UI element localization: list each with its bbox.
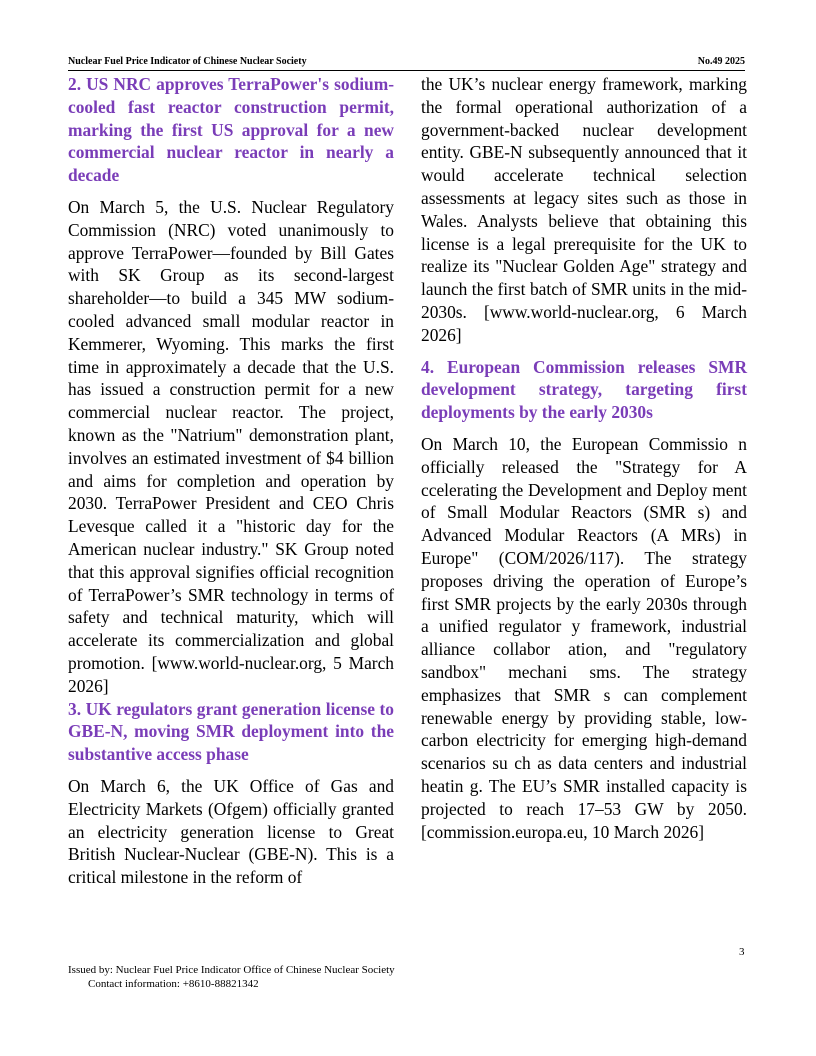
page-header [68,56,745,70]
page-footer [68,963,395,991]
article-4-body: On March 10, the European Commissio n officially released the "Strategy for A ccelerating the Development and Deploy ment of Small Modular Reactors (SMR s) and Advanced Modular Reactors (A MRs) in Europe" (COM/2026/117). The strategy proposes driving the operation of Europe’s first SMR projects by the early 2030s through a unified regulator y framework, industrial alliance collabor ation, and "regulatory sandbox" mechani sms. The strategy emphasizes that SMR s can complement renewable energy by providing stable, low-carbon electricity for emerging high-demand scenarios su ch as data centers and industrial heatin g. The EU’s SMR installed capacity is projected to reach 17–53 GW by 2050. [commission.europa.eu, 10 March 2026] [421,433,747,842]
spacer [68,187,394,196]
right-column [421,73,747,843]
article-2-body: On March 5, the U.S. Nuclear Regulatory Commission (NRC) voted unanimously to approve TerraPower—founded by Bill Gates with SK Group as its second-largest shareholder—to build a 345 MW sodium-cooled advanced small modular reactor in Kemmerer, Wyoming. This marks the first time in approximately a decade that the U.S. has issued a construction permit for a new commercial nuclear reactor. The project, known as the "Natrium" demonstration plant, involves an estimated investment of $4 billion and aims for completion and operation by 2030. TerraPower President and CEO Chris Levesque called it a "historic day for the American nuclear industry." SK Group noted that this approval signifies official recognition of TerraPower’s SMR technology in terms of safety and technical maturity, which will accelerate its commercialization and global promotion. [www.world-nuclear.org, 5 March 2026] [68,196,394,696]
page-number: 3 [739,946,745,958]
spacer [68,766,394,775]
article-3-heading: 3. UK regulators grant generation license to GBE-N, moving SMR deployment into the substantive access phase [68,698,394,765]
issue-number: No.49 2025 [697,56,745,67]
header-divider [68,70,745,71]
article-2-heading: 2. US NRC approves TerraPower's sodium-cooled fast reactor construction permit, marking the first US approval for a new commercial nuclear reactor in nearly a decade [68,74,394,186]
article-4-heading: 4. European Commission releases SMR development strategy, targeting first deployments by the early 2030s [421,356,747,423]
footer-contact: Contact information: +8610-88821342 [88,978,259,990]
article-3-body-start: On March 6, the UK Office of Gas and Electricity Markets (Ofgem) officially granted an electricity generation license to Great British Nuclear-Nuclear (GBE-N). This is a critical milestone in the reform of [68,775,394,888]
left-column [68,73,394,889]
publication-title: Nuclear Fuel Price Indicator of Chinese Nuclear Society [68,56,307,67]
spacer [421,424,747,433]
footer-issued-by: Issued by: Nuclear Fuel Price Indicator Office of Chinese Nuclear Society [68,964,395,976]
article-3-body-end: the UK’s nuclear energy framework, marking the formal operational authorization of a government-backed nuclear development entity. GBE-N subsequently announced that it would accelerate technical selection assessments at legacy sites such as those in Wales. Analysts believe that obtaining this license is a legal prerequisite for the UK to realize its "Nuclear Golden Age" strategy and launch the first batch of SMR units in the mid-2030s. [www.world-nuclear.org, 6 March 2026] [421,74,747,345]
spacer [421,347,747,356]
